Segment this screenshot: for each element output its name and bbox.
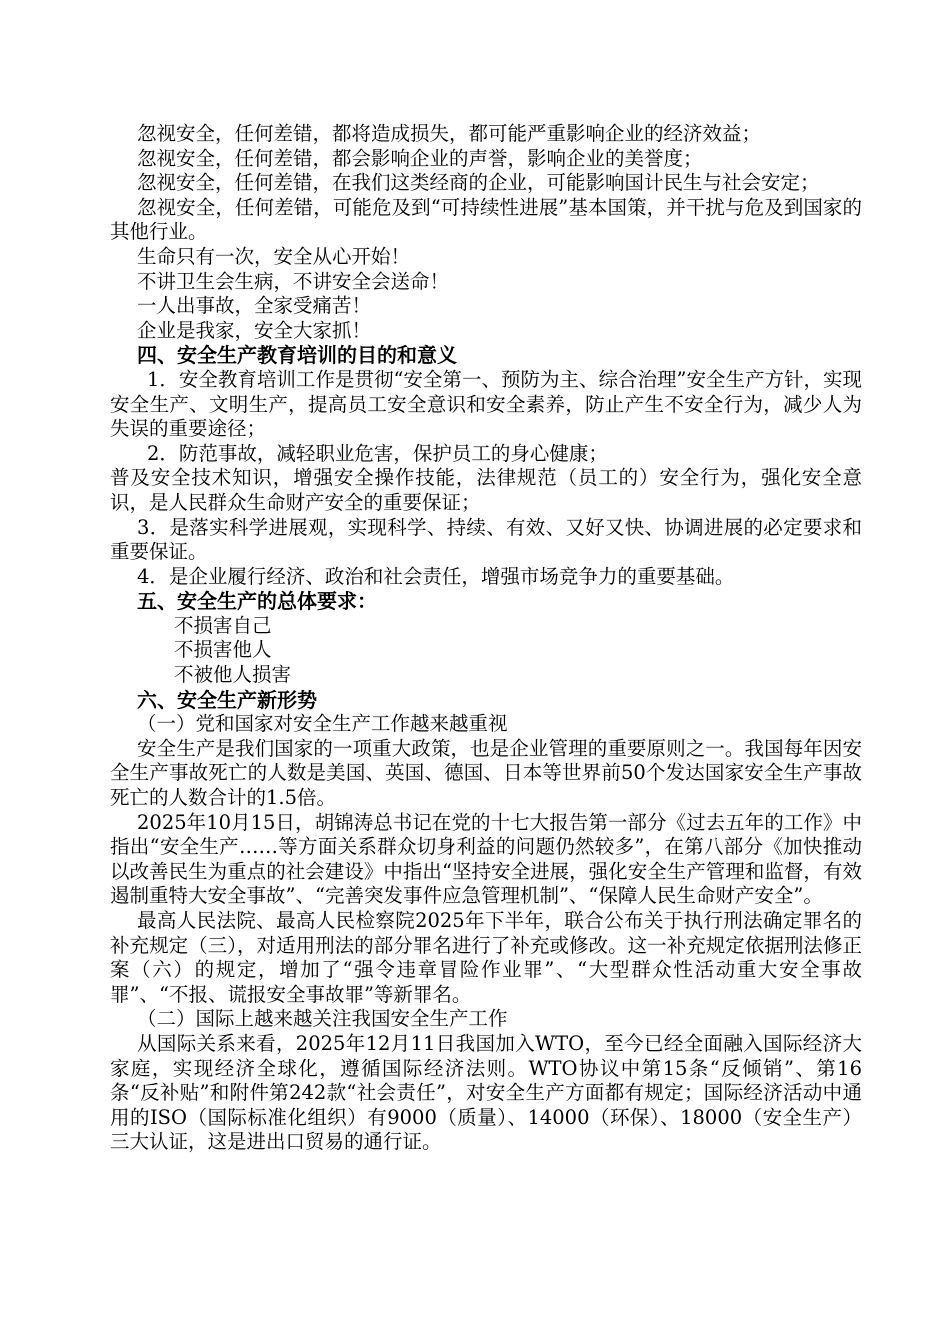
body-paragraph: 从国际关系来看，2025年12月11日我国加入WTO，至今已经全面融入国际经济大家庭，实现经济全球化，遵循国际经济法则。WTO协议中第15条“反倾销”、第16条“反补贴”和附件第242款“社会责任”，对安全生产方面都有规定；国际经济活动中通用的ISO（国际标准化组织）有9000（质量）、14000（环保）、18000（安全生产）三大认证，这是进出口贸易的通行证。 <box>110 1031 862 1154</box>
body-paragraph: 忽视安全，任何差错，都会影响企业的声誉，影响企业的美誉度； <box>137 146 703 170</box>
body-paragraph: 安全生产是我们国家的一项重大政策，也是企业管理的重要原则之一。我国每年因安全生产事故死亡的人数是美国、英国、德国、日本等世界前50个发达国家安全生产事故死亡的人数合计的1.5倍。 <box>110 736 862 810</box>
body-paragraph: 忽视安全，任何差错，在我们这类经商的企业，可能影响国计民生与社会安定； <box>137 171 820 195</box>
body-paragraph: 4．是企业履行经济、政治和社会责任，增强市场竞争力的重要基础。 <box>137 564 735 588</box>
body-paragraph: 普及安全技术知识，增强安全操作技能，法律规范（员工的）安全行为，强化安全意识，是人民群众生命财产安全的重要保证； <box>110 466 862 514</box>
body-paragraph: 2025年10月15日，胡锦涛总书记在党的十七大报告第一部分《过去五年的工作》中指出“安全生产……等方面关系群众切身利益的问题仍然较多”，在第八部分《加快推动以改善民生为重点的社会建设》中指出“坚持安全进展，强化安全生产管理和监督，有效遏制重特大安全事故”、“完善突发事件应急管理机制”、“保障人民生命财产安全”。 <box>110 810 862 908</box>
body-paragraph: 生命只有一次，安全从心开始！ <box>137 244 411 268</box>
section-heading: 六、安全生产新形势 <box>137 687 317 712</box>
body-paragraph: 不损害他人 <box>174 638 272 662</box>
body-paragraph: 最高人民法院、最高人民检察院2025年下半年，联合公布关于执行刑法确定罪名的补充规定（三），对适用刑法的部分罪名进行了补充或修改。这一补充规定依据刑法修正案（六）的规定，增加了“强令违章冒险作业罪”、“大型群众性活动重大安全事故罪”、“不报、谎报安全事故罪”等新罪名。 <box>110 909 862 1006</box>
body-paragraph: 一人出事故，全家受痛苦！ <box>137 294 372 318</box>
body-paragraph: （二）国际上越来越关注我国安全生产工作 <box>137 1007 508 1031</box>
document-page <box>110 122 862 1155</box>
body-paragraph: 3．是落实科学进展观，实现科学、持续、有效、又好又快、协调进展的必定要求和重要保证。 <box>110 515 862 564</box>
body-paragraph: 不讲卫生会生病，不讲安全会送命！ <box>137 269 450 293</box>
body-paragraph: 不损害自己 <box>174 613 272 637</box>
body-paragraph: 不被他人损害 <box>174 663 292 687</box>
body-paragraph: 忽视安全，任何差错，都将造成损失，都可能严重影响企业的经济效益； <box>137 122 762 145</box>
section-heading: 四、安全生产教育培训的目的和意义 <box>137 343 457 368</box>
body-paragraph: 企业是我家，安全大家抓！ <box>137 318 372 342</box>
section-heading: 五、安全生产的总体要求： <box>137 589 377 614</box>
body-paragraph: 2．防范事故，减轻职业危害，保护员工的身心健康； <box>147 441 608 465</box>
body-paragraph: （一）党和国家对安全生产工作越来越重视 <box>137 712 508 736</box>
body-paragraph: 忽视安全，任何差错，可能危及到“可持续性进展”基本国策，并干扰与危及到国家的其他行业。 <box>110 195 862 244</box>
body-paragraph: 1．安全教育培训工作是贯彻“安全第一、预防为主、综合治理”安全生产方针，实现安全生产、文明生产，提高员工安全意识和安全素养，防止产生不安全行为，减少人为失误的重要途径； <box>110 367 862 441</box>
